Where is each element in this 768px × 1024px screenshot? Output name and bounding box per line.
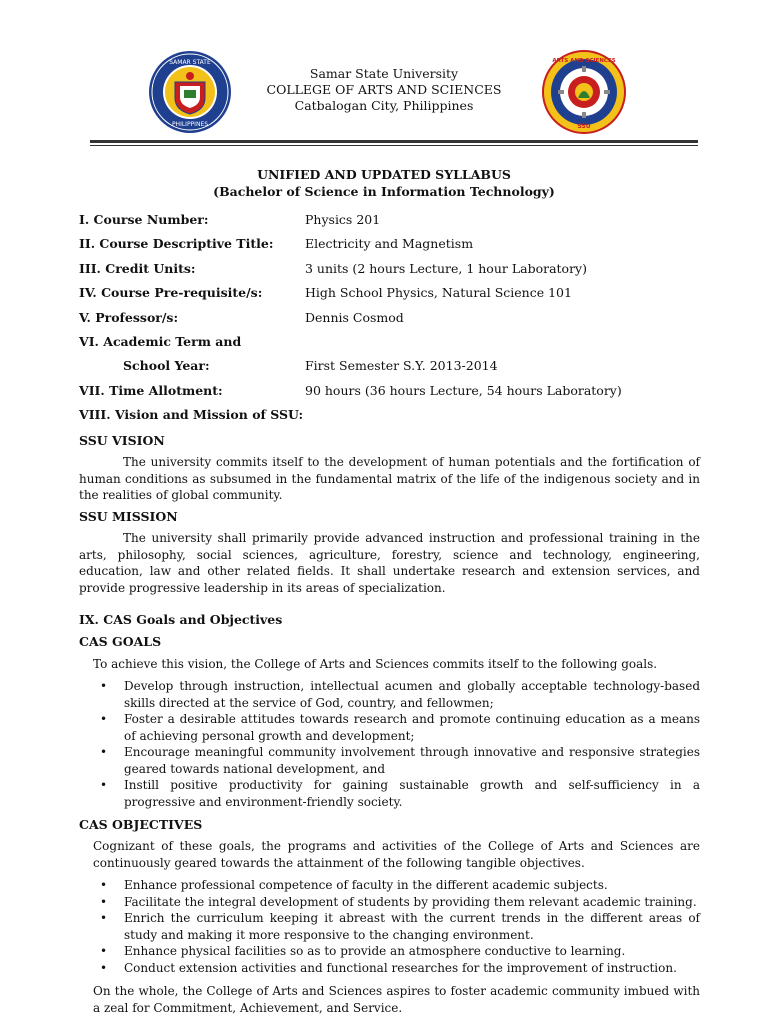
bullet-icon: • xyxy=(100,894,108,909)
bullet-icon: • xyxy=(100,778,108,792)
school-year-label: School Year: xyxy=(123,358,210,374)
prerequisite-label: IV. Course Pre-requisite/s: xyxy=(79,285,263,301)
time-allotment-label: VII. Time Allotment: xyxy=(79,382,223,398)
svg-text:SAMAR STATE: SAMAR STATE xyxy=(169,59,211,66)
course-info-row xyxy=(79,236,699,260)
svg-text:SSU: SSU xyxy=(577,123,591,130)
program-name: (Bachelor of Science in Information Technology) xyxy=(213,184,555,199)
school-year-value: First Semester S.Y. 2013-2014 xyxy=(305,358,498,374)
list-item xyxy=(99,777,700,810)
course-title-value: Electricity and Magnetism xyxy=(305,236,474,252)
list-item xyxy=(99,943,700,960)
list-item xyxy=(99,910,700,943)
objective-text: Enrich the curriculum keeping it abreast with the current trends in the different areas of study and making it more responsive to the changing environment. xyxy=(124,911,700,942)
bullet-icon: • xyxy=(100,911,108,925)
svg-text:ARTS AND SCIENCES: ARTS AND SCIENCES xyxy=(552,58,616,64)
course-info-row xyxy=(79,212,699,236)
university-name: Samar State University xyxy=(309,66,459,81)
list-item xyxy=(99,744,700,777)
goal-text: Encourage meaningful community involvement through innovative and responsive strategies geared towards national development, and xyxy=(124,745,700,776)
course-number-value: Physics 201 xyxy=(305,212,381,227)
academic-term-label: VI. Academic Term and xyxy=(79,333,242,349)
course-info-list xyxy=(79,212,699,432)
list-item xyxy=(99,678,700,711)
ssu-vision-heading: SSU VISION xyxy=(79,433,165,448)
list-item xyxy=(99,894,700,911)
course-number-label: I. Course Number: xyxy=(79,212,209,227)
prerequisite-value: High School Physics, Natural Science 101 xyxy=(305,285,572,301)
institution-header xyxy=(200,66,568,114)
cas-goals-intro: To achieve this vision, the College of Arts and Sciences commits itself to the following goals. xyxy=(93,657,658,671)
professor-label: V. Professor/s: xyxy=(79,309,179,325)
credit-units-value: 3 units (2 hours Lecture, 1 hour Laboratory) xyxy=(305,260,587,276)
bullet-icon: • xyxy=(100,745,108,759)
course-info-row xyxy=(79,383,699,407)
credit-units-label: III. Credit Units: xyxy=(79,260,196,276)
syllabus-title xyxy=(100,166,668,200)
college-of-arts-and-sciences-seal-logo xyxy=(542,50,626,134)
bullet-icon: • xyxy=(100,679,108,693)
time-allotment-value: 90 hours (36 hours Lecture, 54 hours Laboratory) xyxy=(305,382,622,398)
cas-closing-statement: On the whole, the College of Arts and Sciences aspires to foster academic community imbued with a zeal for Commitment, Achievement, and Service. xyxy=(93,984,700,1015)
vision-mission-label: VIII. Vision and Mission of SSU: xyxy=(79,407,304,423)
header-divider-thin xyxy=(90,145,698,146)
professor-value: Dennis Cosmod xyxy=(305,309,404,325)
ssu-mission-text: The university shall primarily provide advanced instruction and professional training in the arts, philosophy, social sciences, agriculture, forestry, science and technology, engineering, education, law and other related fields. It shall undertake research and extension services, and provide progressive leadership in its areas of specialization. xyxy=(79,531,700,595)
objective-text: Facilitate the integral development of students by providing them relevant academic training. xyxy=(124,894,697,909)
course-info-row xyxy=(79,261,699,285)
objective-text: Enhance professional competence of faculty in the different academic subjects. xyxy=(124,878,608,892)
college-address: Catbalogan City, Philippines xyxy=(294,98,474,113)
ssu-mission-heading: SSU MISSION xyxy=(79,509,178,524)
bullet-icon: • xyxy=(100,944,108,958)
cas-objectives-list xyxy=(99,877,700,976)
course-info-row xyxy=(79,407,699,431)
course-title-label: II. Course Descriptive Title: xyxy=(79,236,274,252)
bullet-icon: • xyxy=(100,712,108,726)
college-name: COLLEGE OF ARTS AND SCIENCES xyxy=(266,82,502,97)
course-info-row xyxy=(79,334,699,358)
objective-text: Enhance physical facilities so as to provide an atmosphere conductive to learning. xyxy=(124,944,626,958)
ssu-vision-text: The university commits itself to the development of human potentials and the fortification of human conditions as subsumed in the fundamental matrix of the life of the indigenous society and in the realities of global community. xyxy=(79,455,700,502)
bullet-icon: • xyxy=(100,878,108,892)
header-divider-thick xyxy=(90,140,698,143)
course-info-row xyxy=(79,358,699,382)
list-item xyxy=(99,960,700,977)
course-info-row xyxy=(79,310,699,334)
goal-text: Foster a desirable attitudes towards research and promote continuing education as a means of achieving personal growth and development; xyxy=(124,712,700,743)
course-info-row xyxy=(79,285,699,309)
cas-objectives-heading: CAS OBJECTIVES xyxy=(79,817,203,832)
cas-goals-list xyxy=(99,678,700,810)
cas-objectives-intro: Cognizant of these goals, the programs and activities of the College of Arts and Sciences are continuously geared towards the attainment of the following tangible objectives. xyxy=(93,839,700,870)
goal-text: Develop through instruction, intellectual acumen and globally acceptable technology-based skills directed at the service of God, country, and fellowmen; xyxy=(124,679,700,710)
svg-text:PHILIPPINES: PHILIPPINES xyxy=(171,121,209,128)
cas-section-heading: IX. CAS Goals and Objectives xyxy=(79,612,283,627)
syllabus-title-line: UNIFIED AND UPDATED SYLLABUS xyxy=(257,167,511,182)
cas-goals-heading: CAS GOALS xyxy=(79,634,162,649)
objective-text: Conduct extension activities and functional researches for the improvement of instruction. xyxy=(124,960,677,975)
goal-text: Instill positive productivity for gaining sustainable growth and self-sufficiency in a progressive and environment-friendly society. xyxy=(124,778,700,809)
list-item xyxy=(99,877,700,894)
list-item xyxy=(99,711,700,744)
bullet-icon: • xyxy=(100,960,108,975)
